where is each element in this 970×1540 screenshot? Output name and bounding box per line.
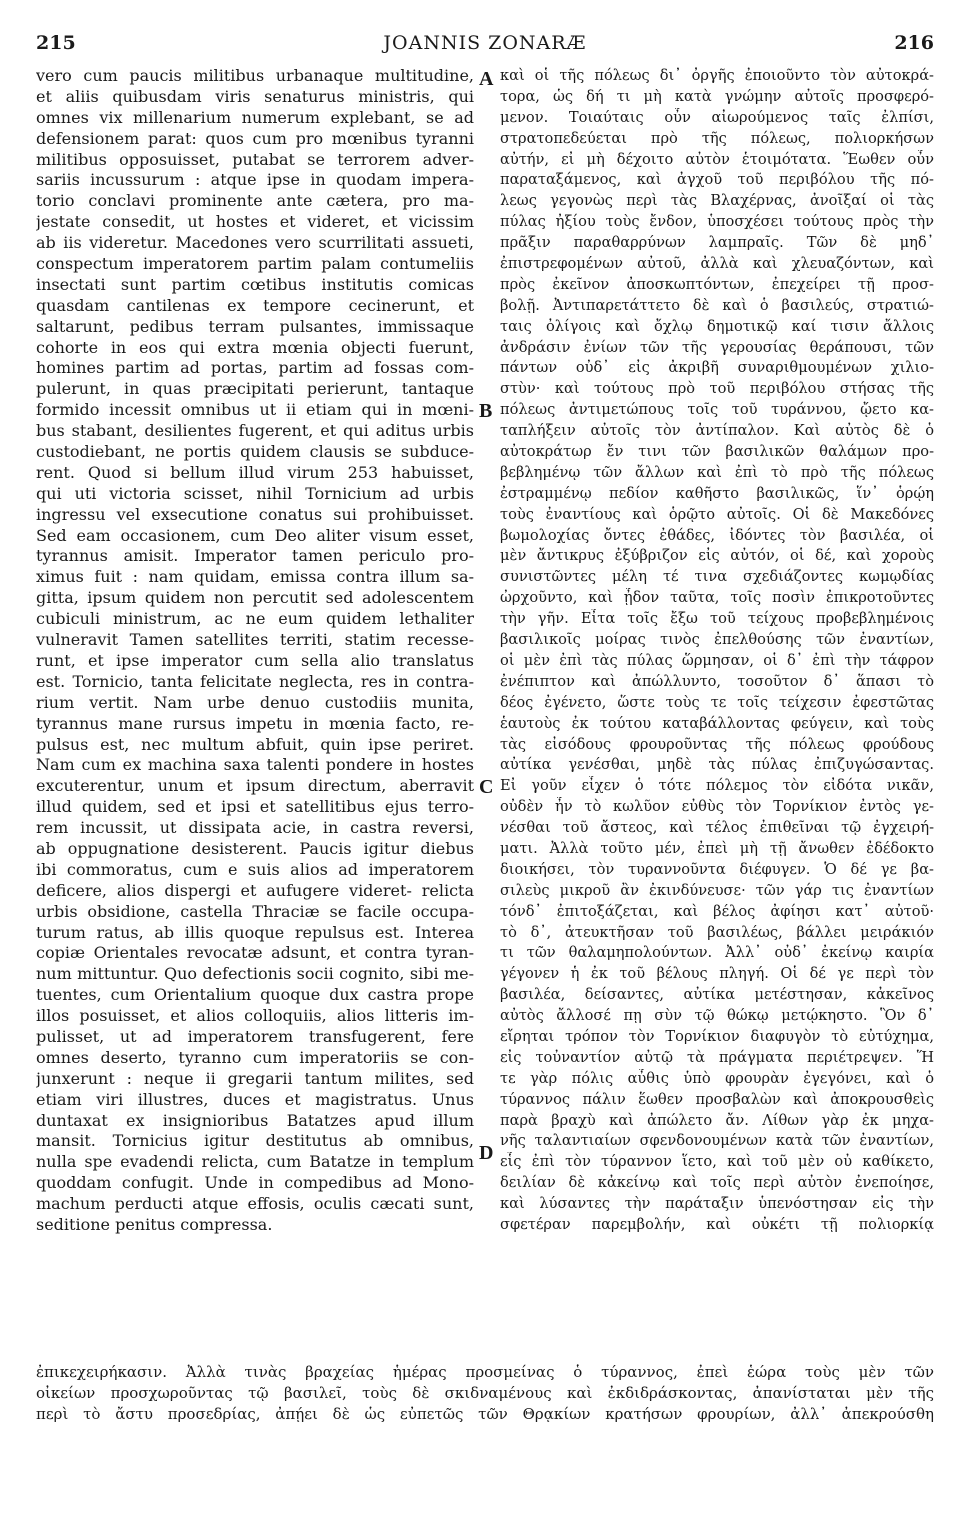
latin-text-line: ingressu vel exsecutione conatus sui prohibuisset. [36, 504, 474, 524]
latin-text-line: cubiculi ministrum, ac ne eum quidem lethaliter [36, 609, 474, 629]
latin-text-line: omnes deserto, tyranno cum imperatoriis se con- [36, 1047, 474, 1067]
latin-text-line: gitta, ipsum quidem non percutit sed adolescentem [36, 588, 474, 608]
page-number-right: 216 [894, 32, 934, 54]
greek-text-line: βασιλικοῖς μοίρας τινὸς ἐπελθούσης τῶν ἐναντίων, [500, 631, 934, 649]
greek-text-line: τορα, ὡς δή τι μὴ κατὰ γνώμην αὐτοῖς προσφερό- [500, 87, 934, 105]
latin-text-line: cohorte in eos qui extra mœnia objecti fuerunt, [36, 337, 474, 357]
greek-text-line: μὲν ἄντικρυς ἐξύβριζον εἰς αὐτόν, οἱ δέ, καὶ χοροὺς [500, 547, 934, 565]
latin-text-line: quasdam cantilenas ex tempore cecinerunt, et [36, 295, 474, 315]
greek-text-line: ἐπιστρεφομένων αὐτοῦ, ἀλλὰ καὶ χλευαζόντων, καὶ [500, 255, 934, 273]
latin-text-line: etiam viri illustres, duces et magistratus. Unus [36, 1089, 474, 1109]
latin-text-line: illos posuisset, et alios colloquiis, alios litteris im- [36, 1006, 474, 1026]
latin-text-line: sariis incussurum : atque ipse in quodam impera- [36, 170, 474, 190]
latin-text-line: pulsus est, nec multum abfuit, quin ipse periret. [36, 734, 474, 754]
greek-text-line: αὐτὸς ἄλλοσέ πῃ σὺν τῷ θώκῳ μετῴκηστο. Ὃν δ᾽ [500, 1007, 934, 1025]
greek-text-line: τοὺς ἐναντίους καὶ ὁρῷτο αὐτοῖς. Οἱ δὲ Μακεδόνες [500, 505, 934, 523]
latin-text-line: runt, et ipse imperator cum sella alio translatus [36, 650, 474, 670]
greek-text-line: μενον. Τοιαύταις οὖν αἰωρούμενος ταῖς ἐλπίσι, [500, 108, 934, 126]
latin-text-line: pulerunt, in quas præcipitati perierunt, tantaque [36, 379, 474, 399]
latin-text-line: formido incessit omnibus ut ii etiam qui in mœni- [36, 400, 474, 420]
section-marker-d: D [479, 1142, 494, 1164]
latin-text-line: copiæ Orientales revocatæ adsunt, et contra tyran- [36, 943, 474, 963]
greek-text-line: αὐτήν, εἰ μὴ δέχοιτο αὐτὸν ἑτοιμότατα. Ἕωθεν οὖν [500, 150, 934, 168]
latin-text-line: Sed eam occasionem, cum Deo aliter visum esset, [36, 525, 474, 545]
greek-text-line: ἀνδράσιν ἐνίων τῶν τῆς γερουσίας θεράπουσι, τῶν [500, 338, 934, 356]
greek-text-line: παραταξάμενος, καὶ ἀγχοῦ τοῦ περιβόλου τῆς πό- [500, 171, 934, 189]
latin-text-line: torio conclavi prominente ante cætera, pro ma- [36, 191, 474, 211]
latin-text-line: nulla spe evadendi relicta, cum Batatze in templum [36, 1152, 474, 1172]
latin-text-line: rent. Quod si bellum illud virum 253 habuisset, [36, 462, 474, 482]
greek-text-line: εἰς τοὐναντίον αὐτῷ τὰ πράγματα περιέτρεψεν. Ἥ [500, 1048, 934, 1066]
greek-text-line: πύλας ἠξίου τοὺς ἔνδον, ὑποσχέσει τούτους πρὸς τὴν [500, 213, 934, 231]
greek-text-line: γέγονεν ἡ ἐκ τοῦ βέλους πληγή. Οἱ δέ γε περὶ τὸν [500, 965, 934, 983]
latin-text-line: omnes vix millenarium numerum explebant, se ad [36, 107, 474, 127]
greek-text-line: εἷς ἐπὶ τὸν τύραννον ἵετο, καὶ τοῦ μὲν οὐ καθίκετο, [500, 1153, 934, 1171]
greek-text-line: Εἰ γοῦν εἶχεν ὁ τότε πόλεμος τὸν εἰδότα νικᾶν, [500, 777, 934, 795]
latin-text-line: custodiebant, ne portis quidem clausis se subduce- [36, 442, 474, 462]
latin-text-line: urbis obsidione, castella Thraciæ se facile occupa- [36, 901, 474, 921]
latin-text-line: rem incussit, ut dissipata acie, in castra reversi, [36, 818, 474, 838]
greek-text-line: τε γὰρ πόλις αὖθις ὑπὸ φρουρὰν ἐγεγόνει, καὶ ὁ [500, 1069, 934, 1087]
latin-text-line: illud quidem, sed et ipsi et satellitibus ejus terro- [36, 797, 474, 817]
greek-text-line: ὠρχοῦντο, καὶ ᾖδον ταῦτα, τοῖς ποσὶν ἐπικροτοῦντες [500, 589, 934, 607]
greek-text-line: οἱ μὲν ἐπὶ τὰς πύλας ὥρμησαν, οἱ δ᾽ ἐπὶ τὴν τάφρον [500, 651, 934, 669]
latin-column [36, 66, 474, 1236]
greek-text-line: ἐστραμμένῳ πεδίον καθῆστο βασιλικῶς, ἵν᾽ ὁρῴη [500, 484, 934, 502]
greek-text-line: νῆς ταλαντιαίων σφενδονουμένων κατὰ τῶν ἐναντίων, [500, 1132, 934, 1150]
greek-text-line: πρᾶξιν παραθαρρύνων λαμπραῖς. Τῶν δὲ μηδ᾽ [500, 234, 934, 252]
greek-text-line: βολῇ. Ἀντιπαρετάττετο δὲ καὶ ὁ βασιλεύς, στρατιώ- [500, 296, 934, 314]
greek-text-line: στρατοπεδεύεται πρὸ τῆς πόλεως, πολιορκήσων [500, 129, 934, 147]
greek-text-line: τὰς εἰσόδους φρουροῦντας τῆς πόλεως φρούδους [500, 735, 934, 753]
latin-text-line: qui uti victoria scisset, nihil Tornicium ad urbis [36, 483, 474, 503]
latin-text-line: bus stabant, desilientes fugerent, et qui aditus urbis [36, 421, 474, 441]
latin-text-line: num mittuntur. Quo defectionis socii cognito, sibi me- [36, 964, 474, 984]
latin-text-line: et aliis quibusdam viris senaturus ministris, qui [36, 86, 474, 106]
latin-text-line: ximus fuit : nam quidam, emissa contra illum sa- [36, 567, 474, 587]
latin-text-line: jestate consedit, ut hostes et videret, et vicissim [36, 212, 474, 232]
latin-text-line: seditione penitus compressa. [36, 1214, 273, 1234]
latin-text-line: pulisset, ut ad imperatorem transfugerent, fere [36, 1026, 474, 1046]
greek-text-line: τύραννος πάλιν ἕωθεν προσβαλὼν καὶ ἀποκρουσθεὶς [500, 1090, 934, 1108]
greek-text-line: σιλεὺς μικροῦ ἂν ἐκινδύνευσε· τῶν γάρ τις ἐναντίων [500, 881, 934, 899]
greek-text-line: αὐτίκα γενέσθαι, μηδὲ τὰς πύλας ἐπιζυγώσαντας. [500, 756, 934, 774]
greek-text-line: πάντων οὐδ᾽ εἰς ἀκριβῆ συναριθμουμένων χιλιο- [500, 359, 934, 377]
latin-text-line: mansit. Tornicius igitur destitutus ab omnibus, [36, 1131, 474, 1151]
greek-text-line: διοικήσει, τὸν τυραννοῦντα διέφυγεν. Ὁ δέ γε βα- [500, 860, 934, 878]
greek-text-line: βασιλέα, δείσαντες, αὐτίκα μετέστησαν, κἀκεῖνος [500, 986, 934, 1004]
bottom-text-line: ἐπικεχειρήκασιν. Ἀλλὰ τινὰς βραχείας ἡμέρας προσμείνας ὁ τύραννος, ἐπεὶ ἑώρα τοὺς μὲν τῶν [36, 1363, 934, 1381]
greek-text-line: ταις ὀλίγοις καὶ ὄχλῳ δημοτικῷ καί τισιν ἄλλοις [500, 317, 934, 335]
greek-text-line: στὺν· καὶ τούτους πρὸ τοῦ περιβόλου στήσας τῆς [500, 380, 934, 398]
greek-text-line: εἴρηται τρόπον τὸν Τορνίκιον διαφυγὸν τὸ εὐτύχημα, [500, 1027, 934, 1045]
greek-text-line: τὸ δ᾽, ἀτευκτῆσαν τοῦ βασιλέως, βάλλει μειράκιόν [500, 923, 934, 941]
greek-text-line: παρὰ βραχὺ καὶ ἀπώλετο ἄν. Λίθων γὰρ ἐκ μηχα- [500, 1111, 934, 1129]
latin-text-line: vulneravit Tamen satellites territi, statim recesse- [36, 630, 474, 650]
latin-text-line: tyrannus amisit. Imperator tamen periculo pro- [36, 546, 474, 566]
latin-text-line: duntaxat ex insignioribus Batatzes apud illum [36, 1110, 474, 1130]
latin-text-line: tuentes, cum Orientalium quoque dux castra prope [36, 985, 474, 1005]
greek-text-line: ταπλήξειν αὐτοῖς τὸν ἀντίπαλον. Καὶ αὐτὸς δὲ ὁ [500, 422, 934, 440]
greek-text-line: ἑαυτοὺς ἐκ τούτου καταβάλλοντας φεύγειν, καὶ τοὺς [500, 714, 934, 732]
latin-text-line: homines partim ad portas, partim ad fossas com- [36, 358, 474, 378]
running-title: JOANNIS ZONARÆ [383, 32, 587, 54]
latin-text-line: est. Tornicio, tanta felicitate neglecta, res in contra- [36, 671, 474, 691]
bottom-text-line: οἰκείων προσχωροῦντας τῷ βασιλεῖ, τοὺς δὲ σκιδναμένους καὶ ἐκδιδράσκοντας, ἀπανίσταται μὲν τῆς [36, 1383, 934, 1402]
greek-column [500, 66, 934, 1236]
greek-text-line: βεβλημένῳ τῶν ἄλλων καὶ ἐπὶ τὸ πρὸ τῆς πόλεως [500, 463, 934, 481]
latin-text-line: defensionem parat: quos cum pro mœnibus tyranni [36, 128, 474, 148]
latin-text-line: turum ratus, ab illis quoque repulsus est. Interea [36, 922, 474, 942]
greek-text-line: πρὸς ἐκεῖνον ἀποσκωπτόντων, ἐπεχείρει τῇ προσ- [500, 275, 934, 293]
greek-text-line: πόλεως ἀντιμετώπους τοῖς τοῦ τυράννου, ᾤετο κα- [500, 401, 934, 419]
page-number-left: 215 [36, 32, 76, 54]
greek-text-line: τι τῶν θαλαμηπολούντων. Ἀλλ᾽ οὐδ᾽ ἐκείνῳ καιρία [500, 944, 934, 962]
greek-text-line: αὐτοκράτωρ ἔν τινι τῶν βασιλικῶν θαλάμων προ- [500, 443, 934, 461]
greek-text-line: συνιστῶντες μέλη τέ τινα σχεδιάζοντες κωμῳδίας [500, 568, 934, 586]
latin-text-line: tyrannus mane rursus impetu in mœnia facto, re- [36, 713, 474, 733]
latin-text-line: rium vertit. Nam urbe denuo custodiis munita, [36, 692, 474, 712]
greek-text-line: καὶ λύσαντες τὴν παράταξιν ὑπενόστησαν εἰς τὴν [500, 1195, 934, 1213]
latin-text-line: Nam cum ex machina saxa talenti pondere in hostes [36, 755, 474, 775]
greek-text-line: ἐνέπιπτον καὶ ἀπώλλυντο, τοσοῦτον δ᾽ ἅπασι τὸ [500, 672, 934, 690]
latin-text-line: excuterentur, unum et ipsum directum, aberravit [36, 776, 474, 796]
latin-text-line: junxerunt : neque ii gregarii tantum milites, sed [36, 1068, 474, 1088]
bottom-text-line: περὶ τὸ ἄστυ προσεδρίας, ἀπῄει δὲ ὡς εὐπετῶς τῶν Θρᾳκίων κρατήσων φρουρίων, ἀλλ᾽ ἀπεκρούσθη [36, 1404, 934, 1423]
latin-text-line: ibi commoratus, cum e suis alios ad imperatorem [36, 859, 474, 879]
latin-text-line: quoddam confugit. Unde in compedibus ad Mono- [36, 1173, 474, 1193]
section-marker-a: A [479, 68, 494, 90]
latin-text-line: militibus opposuisset, putabat se terrorem adver- [36, 149, 474, 169]
latin-text-line: vero cum paucis militibus urbanaque multitudine, [36, 66, 474, 85]
greek-text-line: οὐδὲν ἦν τὸ κωλῦον εὐθὺς τὸν Τορνίκιον ἐντὸς γε- [500, 798, 934, 816]
running-header [36, 32, 934, 62]
latin-text-line: insectati sunt partim cœtibus institutis comicas [36, 274, 474, 294]
latin-text-line: deficere, alios dispergi et aufugere videret- relicta [36, 880, 474, 900]
section-marker-b: B [479, 400, 493, 422]
latin-text-line: machum perducti atque effosis, oculis cæcati sunt, [36, 1194, 474, 1214]
greek-text-line: καὶ οἱ τῆς πόλεως δι᾽ ὀργῆς ἐποιοῦντο τὸν αὐτοκρά- [500, 67, 934, 84]
latin-text-line: ab iis videretur. Macedones vero scurrilitati assueti, [36, 233, 474, 253]
greek-text-line: λεως γεγονὼς περὶ τὰς Βλαχέρνας, ἀνοῖξαί οἱ τὰς [500, 192, 934, 210]
greek-text-line: βωμολοχίας ὄντες ἐθάδες, ἰδόντες τὸν βασιλέα, οἱ [500, 526, 934, 544]
greek-continuation [36, 1362, 934, 1425]
greek-text-line: σφετέραν παρεμβολήν, καὶ οὐκέτι τῇ πολιορκίᾳ [500, 1215, 934, 1233]
section-marker-c: C [479, 776, 494, 798]
latin-text-line: conspectum imperatorem partim palam contumeliis [36, 254, 474, 274]
greek-text-line: νέσθαι τοῦ ἄστεος, καὶ τέλος ἐπιθεῖναι τῷ ἐγχειρή- [500, 819, 934, 837]
greek-text-line: δέος ἐγένετο, ὥστε τοὺς τε τοῖς τείχεσιν ἐφεστῶτας [500, 693, 934, 711]
greek-text-line: ματι. Ἀλλὰ τοῦτο μέν, ἐπεὶ μὴ τῇ ἄνωθεν ἐδέδοκτο [500, 839, 934, 857]
greek-text-line: τόνδ᾽ ἐπιτοξάζεται, καὶ βέλος ἀφίησι κατ᾽ αὐτοῦ· [500, 902, 934, 920]
greek-text-line: τὴν γῆν. Εἶτα τοῖς ἔξω τοῦ τείχους προβεβλημένοις [500, 610, 934, 628]
latin-text-line: ab oppugnatione desisterent. Paucis igitur diebus [36, 838, 474, 858]
greek-text-line: δειλίαν δὲ κἀκείνῳ καὶ τοῖς περὶ αὐτὸν ἐνεποίησε, [500, 1174, 934, 1192]
latin-text-line: saltarunt, pedibus terram pulsantes, immissaque [36, 316, 474, 336]
